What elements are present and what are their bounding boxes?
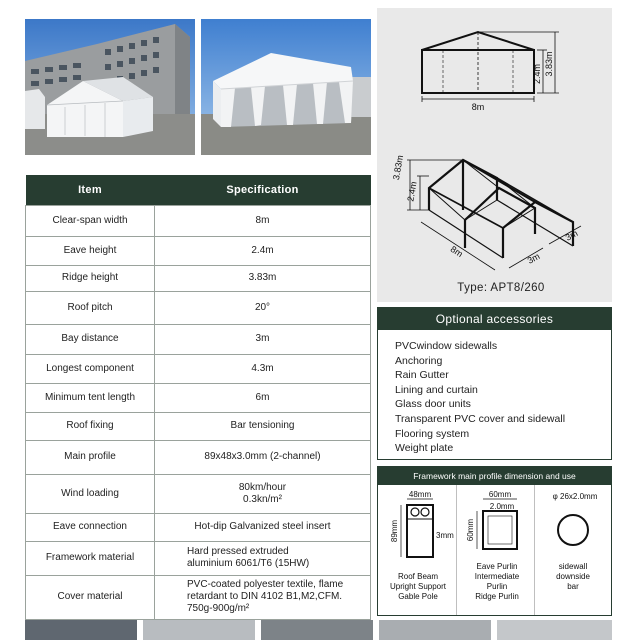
row-spec: 20° — [155, 291, 371, 324]
row-spec: 89x48x3.0mm (2-channel) — [155, 440, 371, 474]
tent-photo-open-sides — [201, 19, 371, 155]
table-row — [26, 236, 371, 265]
row-item: Cover material — [26, 575, 155, 619]
row-spec: 3m — [155, 324, 371, 354]
tent-dimension-diagram — [377, 8, 612, 302]
type-label: Type: APT8/260 — [457, 282, 545, 294]
table-row — [26, 440, 371, 474]
beam-thickness-label: 3mm — [436, 531, 454, 540]
round-bar-profile — [534, 485, 611, 615]
bottom-photo — [143, 620, 255, 640]
row-spec — [155, 541, 371, 575]
purlin-caption-line: Eave Purlin — [476, 562, 518, 571]
table-row — [26, 354, 371, 383]
table-row — [26, 291, 371, 324]
bottom-photo — [497, 620, 612, 640]
spec-line: 750g-900g/m² — [187, 603, 250, 614]
row-item: Longest component — [26, 354, 155, 383]
row-spec: Bar tensioning — [155, 412, 371, 440]
list-item: Transparent PVC cover and sidewall — [395, 412, 566, 425]
table-row — [26, 205, 371, 236]
iso-bay1-label: 3m — [525, 250, 542, 266]
beam-caption-line: Gable Pole — [398, 592, 438, 601]
row-spec: 4.3m — [155, 354, 371, 383]
row-item: Eave height — [26, 236, 155, 265]
bar-caption-line: sidewall — [558, 562, 588, 571]
list-item: Weight plate — [395, 442, 454, 455]
iso-bay2-label: 3m — [563, 227, 580, 243]
iso-width-label: 8m — [448, 243, 465, 260]
table-row — [26, 474, 371, 513]
row-item: Roof fixing — [26, 412, 155, 440]
row-item: Clear-span width — [26, 205, 155, 236]
row-item: Eave connection — [26, 513, 155, 541]
list-item: Anchoring — [395, 354, 443, 367]
bar-caption-line: downside — [556, 572, 590, 581]
table-row — [26, 575, 371, 619]
row-item: Roof pitch — [26, 291, 155, 324]
row-item: Minimum tent length — [26, 383, 155, 412]
header-item: Item — [26, 175, 155, 205]
row-spec: 2.4m — [155, 236, 371, 265]
roof-beam-profile — [378, 485, 456, 615]
front-eave-label: 2.4m — [532, 63, 542, 85]
list-item: Rain Gutter — [395, 369, 449, 382]
isometric-frame-drawing — [429, 160, 573, 258]
front-width-label: 8m — [471, 102, 485, 112]
row-item: Wind loading — [26, 474, 155, 513]
row-spec: Hot-dip Galvanized steel insert — [155, 513, 371, 541]
row-item: Bay distance — [26, 324, 155, 354]
spec-line: Hard pressed extruded — [187, 546, 289, 557]
row-item: Ridge height — [26, 265, 155, 291]
table-row — [26, 412, 371, 440]
iso-ridge-label: 3.83m — [390, 154, 406, 181]
profile-title: Framework main profile dimension and use — [378, 467, 611, 485]
row-spec: 6m — [155, 383, 371, 412]
purlin-width-label: 60mm — [488, 490, 512, 499]
purlin-caption-line: Ridge Purlin — [475, 592, 519, 601]
framework-profile-box — [377, 466, 612, 616]
list-item: PVCwindow sidewalls — [395, 340, 498, 352]
beam-width-label: 48mm — [408, 490, 432, 499]
table-row — [26, 265, 371, 291]
purlin-height-label: 60mm — [466, 518, 475, 542]
purlin-caption-line: Intermediate — [474, 572, 520, 581]
table-header-row — [26, 175, 371, 205]
iso-eave-label: 2.4m — [405, 180, 419, 203]
row-spec: 8m — [155, 205, 371, 236]
table-row — [26, 324, 371, 354]
row-spec: 3.83m — [155, 265, 371, 291]
specification-table — [25, 175, 371, 620]
accessories-title: Optional accessories — [378, 308, 611, 330]
table-row — [26, 383, 371, 412]
tent-photo-building — [25, 19, 195, 155]
bottom-photo — [261, 620, 373, 640]
purlin-thickness-label: 2.0mm — [489, 502, 515, 511]
spec-line: 0.3kn/m² — [243, 493, 282, 505]
spec-line: 80km/hour — [238, 481, 287, 493]
bar-caption-line: bar — [567, 582, 579, 591]
bottom-photo — [25, 620, 137, 640]
row-spec — [155, 474, 371, 513]
purlin-caption-line: Purlin — [486, 582, 508, 591]
table-row — [26, 513, 371, 541]
beam-caption-line: Upright Support — [389, 582, 447, 591]
list-item: Lining and curtain — [395, 383, 478, 396]
front-ridge-label: 3.83m — [544, 51, 554, 77]
bar-size-label: φ 26x2.0mm — [552, 492, 598, 501]
row-spec — [155, 575, 371, 619]
purlin-profile — [456, 485, 534, 615]
beam-caption-line: Roof Beam — [397, 572, 439, 581]
row-item: Main profile — [26, 440, 155, 474]
spec-line: PVC-coated polyester textile, flame — [187, 579, 344, 590]
optional-accessories-box — [377, 307, 612, 460]
table-row — [26, 541, 371, 575]
row-item: Framework material — [26, 541, 155, 575]
list-item: Flooring system — [395, 427, 470, 440]
accessories-list — [378, 330, 611, 456]
bottom-photo — [379, 620, 491, 640]
list-item: Glass door units — [395, 398, 471, 411]
spec-line: retardant to DIN 4102 B1,M2,CFM. — [187, 591, 343, 602]
beam-height-label: 89mm — [390, 519, 399, 543]
spec-line: aluminium 6061/T6 (15HW) — [187, 558, 310, 569]
header-specification: Specification — [155, 175, 371, 205]
